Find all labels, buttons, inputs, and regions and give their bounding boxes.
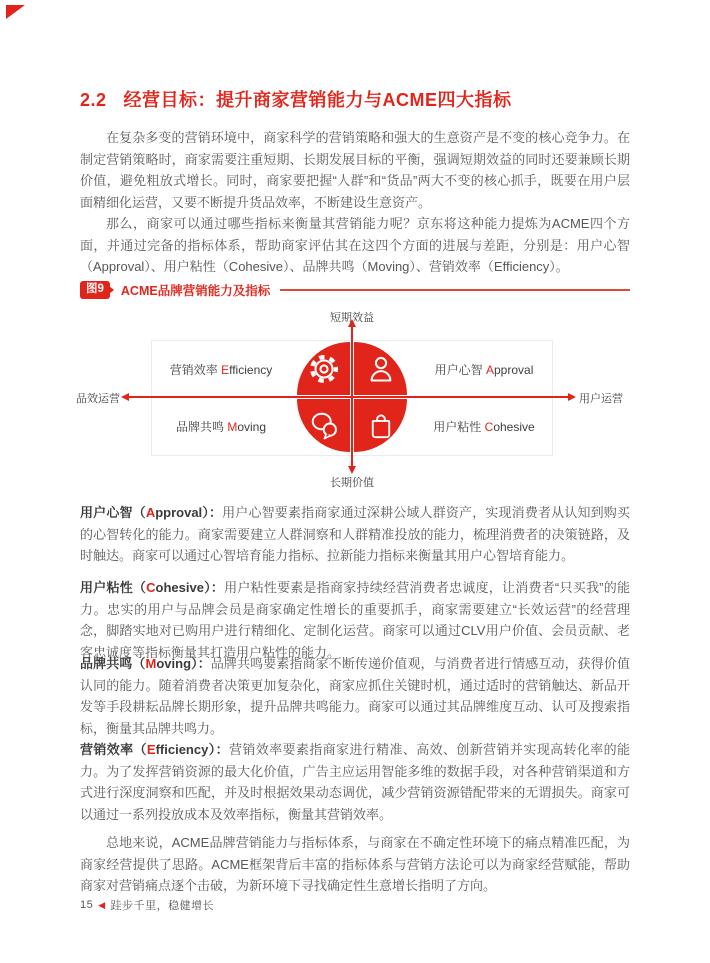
section-cohesive: 用户粘性（Cohesive）：用户粘性要素是指商家持续经营消费者忠诚度，让消费者“只买我”的能力。忠实的用户与品牌会员是商家确定性增长的重要抓手，商家需要建立“长效运营”的经营理念，脚踏实地对已购用户进行精细化、定制化运营。商家可以通过CLV用户价值、会员贡献、老客忠诚度等指标衡量其打造用户粘性的能力。 (80, 580, 630, 660)
person-icon (364, 352, 398, 386)
footer-triangle-icon: ◀ (98, 899, 106, 910)
footer-tagline: 跬步千里，稳健增长 (110, 900, 215, 912)
quadrant-cohesive (354, 399, 407, 452)
section-moving: 品牌共鸣（Moving）：品牌共鸣要素指商家不断传递价值观，与消费者进行情感互动，获得价值认同的能力。随着消费者决策更加复杂化，商家应抓住关键时机，通过适时的营销触达、新品开发等手段耕耘品牌长期形象，提升品牌共鸣能力。商家可以通过其品牌维度互动、认可及搜索指标，衡量其品牌共鸣力。 (80, 656, 630, 736)
figure-caption-row (80, 281, 630, 299)
closing-paragraph: 总地来说，ACME品牌营销能力与指标体系，与商家在不确定性环境下的痛点精准匹配，为商家经营提供了思路。ACME框架背后丰富的指标体系与营销方法论可以为商家经营赋能，帮助商家对营销痛点逐个击破，为新环境下寻找确定性生意增长指明了方向。 (80, 835, 630, 893)
axis-label-user-ops: 用户运营 (579, 393, 623, 405)
axis-arrow-down (348, 466, 356, 474)
axis-label-short-term: 短期效益 (330, 312, 374, 324)
chat-bubbles-icon (306, 408, 342, 444)
axis-label-product-ops: 品效运营 (76, 393, 120, 405)
quadrant-efficiency (297, 342, 350, 395)
axis-arrow-left (121, 393, 129, 401)
quadrant-label-approval: 用户心智 Approval (434, 363, 534, 377)
figure-number-badge: 图9 (80, 281, 110, 299)
axis-arrow-up (348, 319, 356, 327)
shopping-bag-icon (364, 409, 398, 443)
section-efficiency: 营销效率（Efficiency）：营销效率要素指商家进行精准、高效、创新营销并实现高转化率的能力。为了发挥营销资源的最大化价值，广告主应运用智能多维的数据手段，对各种营销渠道和方式进行深度洞察和匹配，并及时根据效果动态调优，减少营销资源错配带来的无谓损失。商家可以通过一系列投放成本及效率指标，衡量其营销效率。 (80, 742, 630, 822)
figure-title: ACME品牌营销能力及指标 (120, 284, 271, 298)
gear-icon (307, 352, 341, 386)
section-approval: 用户心智（Approval）：用户心智要素指商家通过深耕公域人群资产，实现消费者从认知到购买的心智转化的能力。商家需要建立人群洞察和人群精准投放的能力，梳理消费者的决策链路，及时触达。商家可以通过心智培育能力指标、拉新能力指标来衡量其用户心智培育能力。 (80, 505, 630, 563)
quadrant-approval (354, 342, 407, 395)
intro-paragraph-1: 在复杂多变的营销环境中，商家科学的营销策略和强大的生意资产是不变的核心竞争力。在制定营销策略时，商家需要注重短期、长期发展目标的平衡，强调短期效益的同时还要兼顾长期价值，避免粗放式增长。同时，商家要把握“人群”和“货品”两大不变的核心抓手，既要在用户层面精细化运营，又要不断提升货品效率，不断建设生意资产。 (80, 130, 630, 210)
corner-accent-triangle (6, 5, 25, 19)
axis-arrow-right (568, 393, 576, 401)
page-number: 15 (80, 899, 94, 911)
acme-quadrant-diagram (0, 306, 710, 488)
horizontal-axis-line (128, 396, 569, 398)
intro-paragraph-2: 那么，商家可以通过哪些指标来衡量其营销能力呢？京东将这种能力提炼为ACME四个方面，并通过完备的指标体系，帮助商家评估其在这四个方面的进展与差距，分别是：用户心智（Approval）、用户粘性（Cohesive）、品牌共鸣（Moving）、营销效率（Efficiency）。 (80, 216, 630, 274)
section-heading (80, 86, 630, 112)
page-footer (80, 897, 214, 913)
axis-label-long-term: 长期价值 (330, 477, 374, 489)
section-title: 经营目标：提升商家营销能力与ACME四大指标 (123, 90, 512, 110)
section-number: 2.2 (80, 90, 107, 110)
figure-rule-line (280, 289, 630, 291)
quadrant-label-moving: 品牌共鸣 Moving (175, 420, 267, 434)
quadrant-label-cohesive: 用户粘性 Cohesive (433, 420, 535, 434)
quadrant-moving (297, 399, 350, 452)
quadrant-label-efficiency: 营销效率 Efficiency (169, 363, 273, 377)
